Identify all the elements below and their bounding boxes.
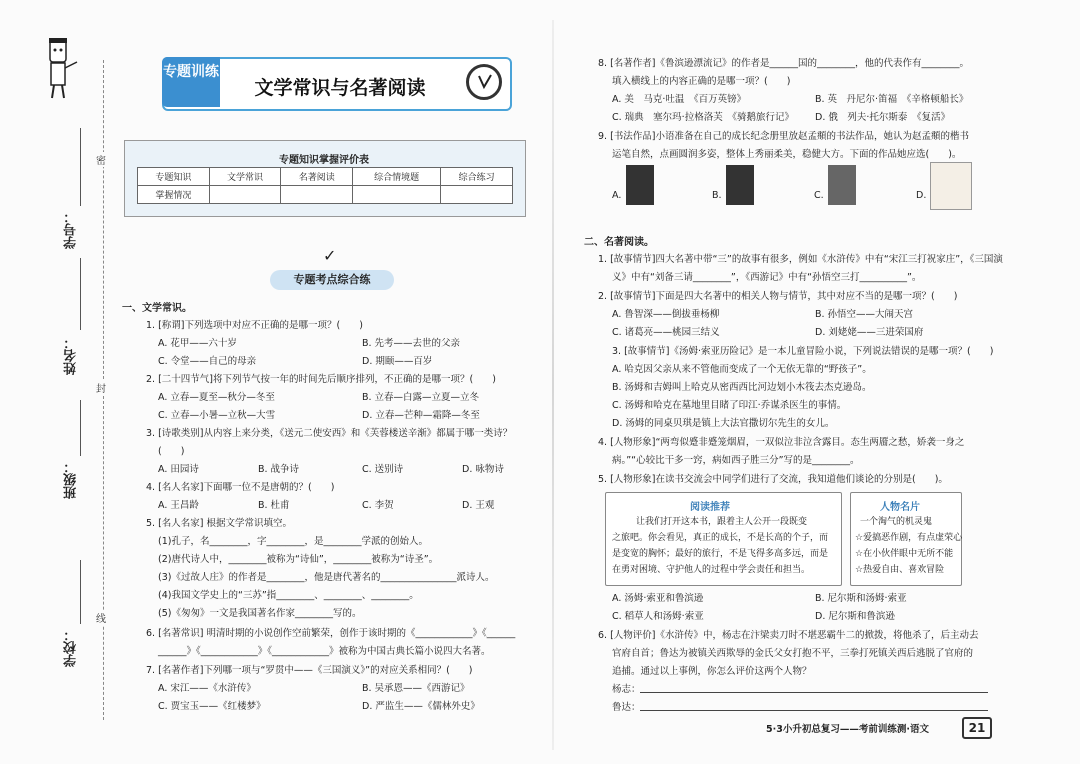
name-field[interactable] <box>80 258 81 330</box>
name-label: 姓名： <box>64 336 79 375</box>
seal-mark-xian: 线 <box>96 610 106 625</box>
fill-line[interactable]: (4)我国文学史上的“三苏”指________、________、________。 <box>158 590 419 601</box>
option-d-label: D. <box>916 190 927 201</box>
option-b-label: B. <box>712 190 722 201</box>
question-cont: 运笔自然，点画圆润多姿，整体上秀丽柔美，稳健大方。下面的作品她应选( )。 <box>612 149 962 160</box>
eval-header-1: 文学常识 <box>209 168 281 186</box>
option: D. 严监生——《儒林外史》 <box>362 701 480 712</box>
character-card-line: 一个淘气的机灵鬼 <box>860 517 933 527</box>
option: B. 孙悟空——大闹天宫 <box>815 309 914 320</box>
option: B. 立春—白露—立夏—立冬 <box>362 392 480 403</box>
option: A. 立春—夏至—秋分—冬至 <box>158 392 275 403</box>
seal-mark-feng: 封 <box>96 380 106 395</box>
option: A. 田园诗 <box>158 464 199 475</box>
trophy-icon: ✓ <box>323 246 337 265</box>
calligraphy-image-b[interactable] <box>726 165 754 205</box>
option: A. 汤姆·索亚和鲁滨逊 <box>612 593 704 604</box>
eval-cell[interactable] <box>209 186 281 204</box>
question-cont: 官府自首；鲁达为被镇关西欺辱的金氏父女打抱不平，三拳打死镇关西后逃脱了官府的 <box>612 648 974 659</box>
id-field[interactable] <box>80 128 81 206</box>
reading-card-line: 之旅吧。你会看见，真正的成长，不是长高的个子，而 <box>612 533 829 543</box>
question: 2. [故事情节]下面是四大名著中的相关人物与情节，其中对应不当的是哪一项？( ) <box>598 291 958 302</box>
calligraphy-image-a[interactable] <box>626 165 654 205</box>
reading-card-title: 阅读推荐 <box>690 502 730 513</box>
footer-text: 5·3小升初总复习——考前训练测·语文 <box>766 724 929 735</box>
option: D. 立春—芒种—霜降—冬至 <box>362 410 480 421</box>
question: 5. [名人名家] 根据文学常识填空。 <box>146 518 293 529</box>
question[interactable]: 6. [名著常识] 明清时期的小说创作空前繁荣，创作于该时期的《____________》《______ <box>146 628 516 639</box>
question-cont: 追捕。通过以上事例，你怎么评价这两个人物？ <box>612 666 812 677</box>
stopwatch-icon <box>466 64 502 100</box>
eval-row-label: 掌握情况 <box>138 186 210 204</box>
reading-card-line: 是变宽的胸怀；最好的旅行，不是飞得多高多远，而是 <box>612 549 829 559</box>
option: B. 杜甫 <box>258 500 290 511</box>
option: B. 先考——去世的父亲 <box>362 338 461 349</box>
page-number: 21 <box>962 717 992 739</box>
question: 1. [故事情节]四大名著中带“三”的故事有很多，例如《水浒传》中有“宋江三打祝家庄”，《三国演 <box>598 254 1003 265</box>
option: D. 汤姆的同桌贝琪是镇上大法官撒切尔先生的女儿。 <box>612 418 835 429</box>
calligraphy-image-d[interactable] <box>930 162 972 210</box>
question: 4. [名人名家]下面哪一位不是唐朝的？( ) <box>146 482 335 493</box>
option: C. 李贺 <box>362 500 394 511</box>
option-a-label: A. <box>612 190 622 201</box>
eval-header-4: 综合练习 <box>441 168 513 186</box>
reading-card-line: 让我们打开这本书，跟着主人公开一段既变 <box>636 517 808 527</box>
option: C. 贾宝玉——《红楼梦》 <box>158 701 266 712</box>
option: D. 期颐——百岁 <box>362 356 433 367</box>
option: B. 英 丹尼尔·笛福 《辛格顿船长》 <box>815 94 969 105</box>
eval-table <box>137 167 513 204</box>
answer-line-yangzhi[interactable] <box>640 692 988 693</box>
question: 3. [诗歌类别]从内容上来分类，《送元二使安西》和《芙蓉楼送辛渐》都属于哪一类诗？ <box>146 428 513 439</box>
section-ribbon: 专题考点综合练 <box>270 270 394 290</box>
question-cont[interactable]: 病。”“心较比干多一窍，病如西子胜三分”写的是________。 <box>612 455 860 466</box>
option: A. 美 马克·吐温 《百万英镑》 <box>612 94 747 105</box>
answer-label-luda: 鲁达： <box>612 702 641 713</box>
banner-tag: 专题训练 <box>162 57 220 107</box>
eval-cell[interactable] <box>281 186 353 204</box>
option: C. 立春—小暑—立秋—大雪 <box>158 410 276 421</box>
id-label: 学号： <box>64 210 79 249</box>
section-heading: 一、文学常识。 <box>122 303 192 314</box>
question-cont: ( ) <box>158 446 185 457</box>
class-field[interactable] <box>80 400 81 456</box>
question-cont[interactable]: ______》《____________》《____________》被称为中国古典长篇小说四大名著。 <box>158 646 491 657</box>
question: 8. [名著作者]《鲁滨逊漂流记》的作者是______国的________，他的代表作有________。 <box>598 58 969 69</box>
option: A. 哈克因父亲从来不管他而变成了一个无依无靠的“野孩子”。 <box>612 364 872 375</box>
character-card-title: 人物名片 <box>880 502 920 513</box>
question: 3. [故事情节]《汤姆·索亚历险记》是一本儿童冒险小说，下列说法错误的是哪一项？( ) <box>612 346 994 357</box>
option: A. 鲁智深——倒拔垂杨柳 <box>612 309 720 320</box>
reading-card-line: 在勇对困境、守护他人的过程中学会责任和担当。 <box>612 565 811 575</box>
eval-header-2: 名著阅读 <box>281 168 353 186</box>
section-heading: 二、名著阅读。 <box>584 237 654 248</box>
eval-table-title: 专题知识掌握评价表 <box>279 155 369 166</box>
character-card-line: ☆热爱自由、喜欢冒险 <box>855 565 945 575</box>
school-field[interactable] <box>80 560 81 624</box>
fill-line[interactable]: (2)唐代诗人中，________被称为“诗仙”，________被称为“诗圣”。 <box>158 554 439 565</box>
seal-mark-mi: 密 <box>96 152 106 167</box>
class-label: 班级： <box>64 460 79 499</box>
page-title: 文学常识与名著阅读 <box>254 77 426 99</box>
option: B. 尼尔斯和汤姆·索亚 <box>815 593 907 604</box>
option: C. 汤姆和哈克在墓地里目睹了印江·乔谋杀医生的事情。 <box>612 400 847 411</box>
option: C. 稻草人和汤姆·索亚 <box>612 611 704 622</box>
option: C. 瑞典 塞尔玛·拉格洛芙 《骑鹅旅行记》 <box>612 112 794 123</box>
option: D. 咏物诗 <box>462 464 504 475</box>
eval-cell[interactable] <box>441 186 513 204</box>
fill-line[interactable]: (1)孔子，名________，字________，是________学派的创始人。 <box>158 536 428 547</box>
option: C. 令堂——自己的母亲 <box>158 356 257 367</box>
question: 1. [称谓]下列选项中对应不正确的是哪一项？( ) <box>146 320 363 331</box>
calligraphy-image-c[interactable] <box>828 165 856 205</box>
option: D. 尼尔斯和鲁滨逊 <box>815 611 895 622</box>
question: 9. [书法作品]小语准备在自己的成长纪念册里放赵孟頫的书法作品，她认为赵孟頫的楷书 <box>598 131 969 142</box>
question-cont[interactable]: 义》中有“刘备三请________”，《西游记》中有“孙悟空三打__________”。 <box>612 272 922 283</box>
question-cont: 填入横线上的内容正确的是哪一项？( ) <box>612 76 791 87</box>
option: A. 宋江——《水浒传》 <box>158 683 256 694</box>
question: 2. [二十四节气]将下列节气按一年的时间先后顺序排列，不正确的是哪一项？( ) <box>146 374 496 385</box>
page-fold <box>552 20 554 750</box>
option: C. 诸葛亮——桃园三结义 <box>612 327 720 338</box>
option: B. 吴承恩——《西游记》 <box>362 683 470 694</box>
option: A. 王昌龄 <box>158 500 199 511</box>
fill-line[interactable]: (5)《匆匆》一文是我国著名作家________写的。 <box>158 608 362 619</box>
option: A. 花甲——六十岁 <box>158 338 237 349</box>
option: C. 送别诗 <box>362 464 404 475</box>
question: 5. [人物形象]在读书交流会中同学们进行了交流，我知道他们谈论的分别是( )。 <box>598 474 948 485</box>
eval-cell[interactable] <box>353 186 441 204</box>
option: B. 战争诗 <box>258 464 300 475</box>
option: D. 俄 列夫·托尔斯泰 《复活》 <box>815 112 951 123</box>
option: D. 王观 <box>462 500 495 511</box>
question: 7. [名著作者]下列哪一项与“罗贯中——《三国演义》”的对应关系相同？( ) <box>146 665 473 676</box>
answer-line-luda[interactable] <box>640 710 988 711</box>
option-c-label: C. <box>814 190 824 201</box>
character-card-line: ☆爱搞恶作剧，有点虚荣心 <box>855 533 963 543</box>
character-card-line: ☆在小伙伴眼中无所不能 <box>855 549 954 559</box>
answer-label-yangzhi: 杨志： <box>612 684 641 695</box>
question: 6. [人物评价]《水浒传》中，杨志在汴梁卖刀时不堪恶霸牛二的掀拨，将他杀了，后主动去 <box>598 630 979 641</box>
eval-header-0: 专题知识 <box>138 168 210 186</box>
option: D. 刘姥姥——三进荣国府 <box>815 327 924 338</box>
eval-header-3: 综合情境题 <box>353 168 441 186</box>
option: B. 汤姆和吉姆叫上哈克从密西西比河边划小木筏去杰克逊岛。 <box>612 382 872 393</box>
school-label: 学校： <box>64 628 79 667</box>
mascot-figure <box>40 36 80 100</box>
question: 4. [人物形象]“两弯似蹙非蹙笼烟眉，一双似泣非泣含露目。态生两靥之愁，娇袭一身之 <box>598 437 965 448</box>
fill-line[interactable]: (3)《过故人庄》的作者是________，他是唐代著名的________________派诗人。 <box>158 572 495 583</box>
